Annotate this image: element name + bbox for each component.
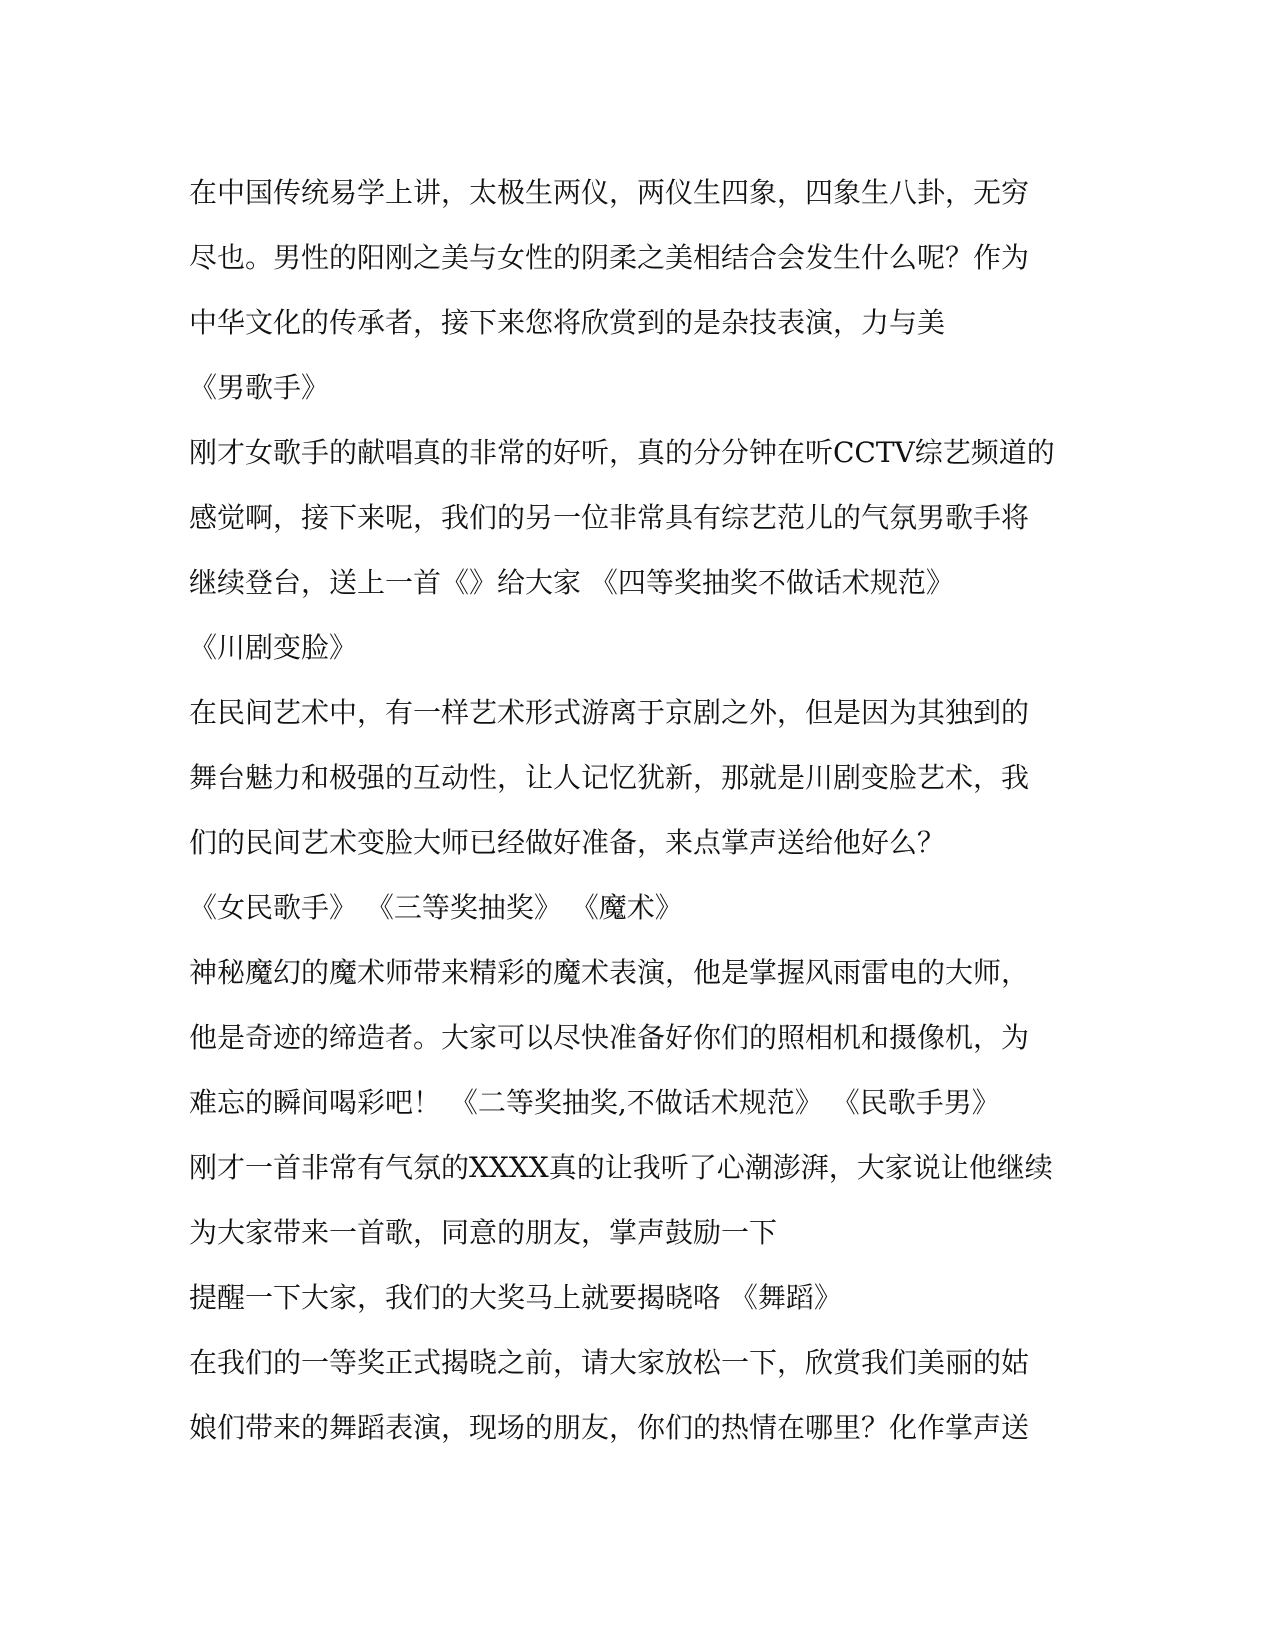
program-title: 《男歌手》 xyxy=(189,371,330,404)
text-line: 提醒一下大家，我们的大奖马上就要揭晓咯 《舞蹈》 xyxy=(189,1281,842,1314)
program-title: 《女民歌手》 《三等奖抽奖》 《魔术》 xyxy=(189,891,683,924)
text-line: 尽也。男性的阳刚之美与女性的阴柔之美相结合会发生什么呢？作为 xyxy=(189,241,1030,274)
text-line: 娘们带来的舞蹈表演，现场的朋友，你们的热情在哪里？化作掌声送 xyxy=(189,1411,1030,1444)
text-line: 感觉啊，接下来呢，我们的另一位非常具有综艺范儿的气氛男歌手将 xyxy=(189,501,1030,534)
text-line: 舞台魅力和极强的互动性，让人记忆犹新，那就是川剧变脸艺术，我 xyxy=(189,761,1030,794)
text-line: 刚才女歌手的献唱真的非常的好听，真的分分钟在听CCTV综艺频道的 xyxy=(189,436,1055,469)
text-line: 为大家带来一首歌，同意的朋友，掌声鼓励一下 xyxy=(189,1216,778,1249)
body-text xyxy=(189,160,1069,1460)
text-line: 中华文化的传承者，接下来您将欣赏到的是杂技表演，力与美 xyxy=(189,306,946,339)
text-line: 他是奇迹的缔造者。大家可以尽快准备好你们的照相机和摄像机，为 xyxy=(189,1021,1030,1054)
program-title: 《川剧变脸》 xyxy=(189,631,358,664)
text-line: 们的民间艺术变脸大师已经做好准备，来点掌声送给他好么？ xyxy=(189,826,946,859)
text-line: 在民间艺术中，有一样艺术形式游离于京剧之外，但是因为其独到的 xyxy=(189,696,1030,729)
text-line: 在我们的一等奖正式揭晓之前，请大家放松一下，欣赏我们美丽的姑 xyxy=(189,1346,1030,1379)
text-line: 继续登台，送上一首《》给大家 《四等奖抽奖不做话术规范》 xyxy=(189,566,954,599)
text-line: 难忘的瞬间喝彩吧！ 《二等奖抽奖,不做话术规范》 《民歌手男》 xyxy=(189,1086,1000,1119)
text-line: 神秘魔幻的魔术师带来精彩的魔术表演，他是掌握风雨雷电的大师， xyxy=(189,956,1030,989)
text-line: 在中国传统易学上讲，太极生两仪，两仪生四象，四象生八卦，无穷 xyxy=(189,176,1030,209)
text-line: 刚才一首非常有气氛的XXXX真的让我听了心潮澎湃，大家说让他继续 xyxy=(189,1151,1053,1184)
